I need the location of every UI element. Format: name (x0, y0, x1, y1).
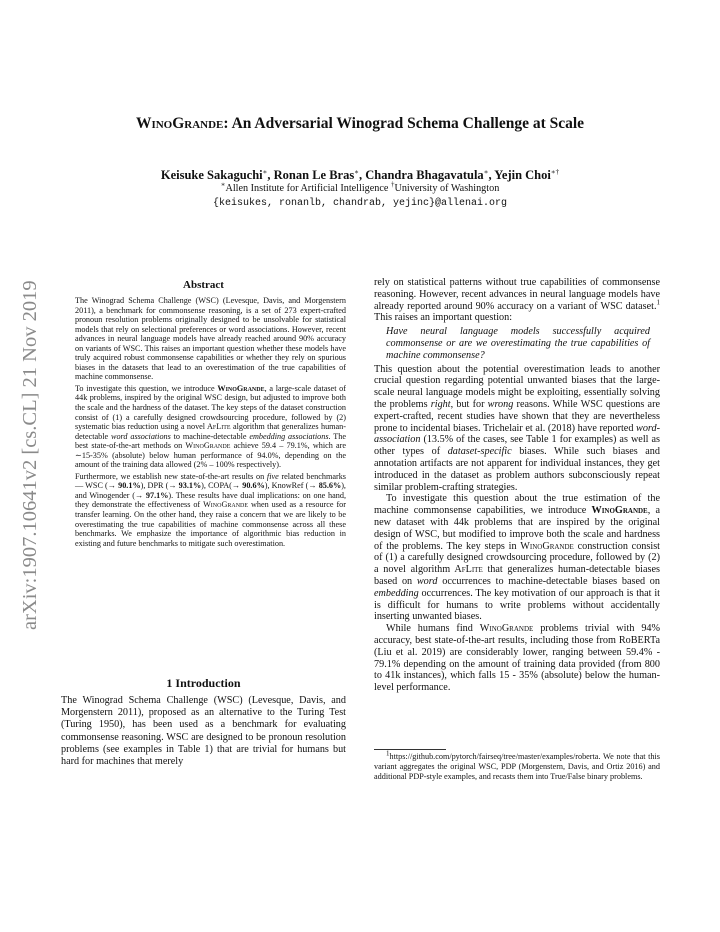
abstract-paragraph: The Winograd Schema Challenge (WSC) (Levesque, Davis, and Morgenstern 2011), a benchmark for commonsense reasoning, is a set of 273 expert-crafted pronoun resolution problems originally designed to be unsolvable for statistical models that rely on selectional preferences or word associations. However, recent advances in neural language models have already reached around 90% accuracy on variants of WSC. This raises an important question whether these models have truly acquired robust commonsense capabilities or whether they rely on spurious biases in the datasets that lead to an overestimation of the true capabilities of machine commonsense. (75, 296, 346, 382)
text-run: ), and Winogender (→ (75, 481, 346, 500)
affil-mark: ∗ (220, 180, 226, 189)
text-run: ), COPA(→ (201, 481, 243, 491)
text-run: This raises an important question: (374, 312, 513, 324)
footnote-rule (374, 749, 446, 750)
author-list (0, 168, 720, 183)
dataset-name: WinoGrande (591, 505, 648, 517)
author-name: Ronan Le Bras (273, 168, 355, 182)
abstract-paragraph (75, 384, 346, 470)
text-run: https://github.com/pytorch/fairseq/tree/master/examples/roberta. We note that this variant aggregates the original WSC, PDP (Morgenstern, Davis, and Ortiz 2016) and additional PDP-style examples, and recasts them into True/False binary problems. (374, 752, 660, 781)
text-run: biases. While such biases and annotation artifacts are not apparent for individual instances, they get introduced in the dataset as problem authors subconsciously repeat similar problem-crafting strategies. (374, 446, 660, 493)
title-rest: : An Adversarial Winograd Schema Challenge at Scale (223, 115, 585, 132)
text-run: occurrences to machine-detectable biases based on (437, 575, 660, 587)
text-run: This question about the potential overestimation leads to another crucial question regarding potential unwanted biases that the large-scale neural language models might be exploiting, essentially solving the problems (374, 363, 660, 410)
abstract-heading: Abstract (183, 279, 224, 291)
author-separator: , (488, 168, 495, 182)
dataset-name: WinoGrande (217, 383, 265, 393)
text-run: that generalizes human-detectable biases based on (374, 564, 660, 587)
text-run: ). These results have dual implications: on one hand, they demonstrate the effectiveness of (75, 490, 346, 510)
text-run: algorithm that generalizes human-detectable (75, 422, 346, 441)
author-separator: , (359, 168, 366, 182)
author-mark: ∗ (483, 167, 489, 176)
paper-title (0, 115, 720, 133)
introduction-body (61, 695, 346, 768)
author-name: Keisuke Sakaguchi (160, 168, 263, 182)
result-value: 97.1% (145, 490, 169, 500)
emphasis: right (430, 398, 451, 410)
footnote-mark: 1 (386, 749, 390, 758)
footnote-mark: 1 (656, 298, 660, 307)
emphasis: word (416, 575, 438, 587)
affil-org: Allen Institute for Artificial Intelligence (225, 183, 391, 194)
affil-mark: † (390, 180, 395, 189)
title-name: WinoGrande (135, 115, 224, 132)
author-mark: ∗ (354, 167, 359, 176)
text-run: rely on statistical patterns without true capabilities of commonsense reasoning. However, recent advances in neural language models have already reported around 90% accuracy on a variant of WSC dataset. (374, 277, 660, 312)
text-run: To investigate this question, we introduce (75, 383, 218, 393)
dataset-name: WinoGrande (479, 623, 534, 635)
intro-paragraph: The Winograd Schema Challenge (WSC) (Levesque, Davis, and Morgenstern 2011), proposed as an alternative to the Turing Test (Turing 1950), has been used as a benchmark for evaluating commonsense reasoning. WSC are designed to be pronoun resolution problems (see examples in Table 1) that are trivial for humans but hard for machines that merely (61, 695, 346, 768)
author-name: Chandra Bhagavatula (365, 168, 484, 182)
text-run: achieve 59.4 – 79.1%, which are ∼15-35% (absolute) below human performance of 94.0%, depending on the amount of the training data allowed (2% – 100% respectively). (75, 441, 347, 470)
arxiv-identifier: arXiv:1907.10641v2 [cs.CL] 21 Nov 2019 (19, 280, 41, 630)
text-run: While humans find (386, 623, 480, 635)
text-run: problems trivial with 94% accuracy, best state-of-the-art results, including those from RoBERTa (Liu et al. 2019) are considerably lower, ranging between 59.4% - 79.1% depending on the amount of training data provided (from 800 to 41k instances), which falls 15 - 35% (absolute) below the human-level performance. (374, 623, 661, 694)
text-run: ), DPR (→ (140, 481, 179, 491)
text-run: , a new dataset with 44k problems that are inspired by the original design of WSC, but modified to improve both the scale and hardness of the problems. The key steps in (374, 505, 660, 552)
right-column-body (374, 277, 660, 694)
text-run: . The best state-of-the-art methods on (75, 431, 346, 451)
text-run: occurrences. The key motivation of our approach is that it is difficult for humans to write problems without accidentally inserting unwanted biases. (374, 587, 660, 623)
algorithm-name: fLite (212, 422, 231, 432)
affiliations (0, 180, 720, 194)
body-paragraph (374, 364, 660, 494)
algorithm-name: fLite (461, 564, 483, 576)
result-value: 90.1% (118, 481, 141, 491)
emphasis: dataset-specific (447, 446, 512, 458)
author-mark: ∗† (550, 167, 560, 176)
body-paragraph (374, 277, 660, 324)
result-value: 85.6% (318, 481, 342, 491)
author-emails: {keisukes, ronanlb, chandrab, yejinc}@allenai.org (212, 198, 508, 209)
emphasis: embedding associations (249, 431, 329, 441)
footnote-text (374, 749, 660, 782)
footnote (374, 749, 660, 782)
section-heading-introduction: 1 Introduction (166, 676, 241, 690)
text-run: construction consist of (1) a carefully designed crowdsourcing procedure, followed by (2) a novel algorithm A (374, 540, 660, 576)
dataset-name: WinoGrande (203, 500, 249, 510)
emphasis: five (266, 471, 279, 481)
text-run: to machine-detectable (170, 431, 250, 441)
author-separator: , (267, 168, 274, 182)
text-run: reasons. While WSC questions are expert-crafted, recent studies have shown that they are nevertheless prone to incidental biases. Trichelair et al. (2018) have reported (374, 398, 660, 434)
result-value: 90.6% (242, 481, 265, 491)
text-run: when used as a resource for transfer learning. On the other hand, they raise a concern that we are likely to be overestimating the true capabilities of machine commonsense across all these benchmarks. We emphasize the importance of algorithmic bias reduction in existing and future benchmarks to mitigate such overestimation. (75, 500, 346, 548)
body-paragraph (374, 623, 660, 694)
text-run: Furthermore, we establish new state-of-the-art results on (75, 471, 267, 481)
text-run: , but for (450, 398, 488, 410)
author-mark: ∗ (262, 167, 268, 176)
text-run: (13.5% of the cases, see Table 1 for examples) as well as other types of (374, 434, 660, 458)
emphasis: embedding (374, 587, 419, 599)
affil-org: University of Washington (394, 183, 500, 194)
emphasis: word-association (374, 422, 660, 446)
author-name: Yejin Choi (494, 168, 551, 182)
abstract-paragraph (75, 472, 346, 548)
body-paragraph (374, 493, 660, 623)
text-run: To investigate this question about the true estimation of the machine commonsense capabilities, we introduce (374, 493, 660, 517)
emphasis: word associations (111, 431, 171, 441)
research-question: Have neural language models successfully acquired commonsense or are we overestimating the true capabilities of machine commonsense? (386, 326, 650, 361)
text-run: related benchmarks — WSC (→ (75, 471, 346, 491)
dataset-name: WinoGrande (520, 540, 574, 552)
emphasis: wrong (487, 398, 514, 410)
result-value: 93.1% (178, 481, 202, 491)
abstract-body (61, 296, 346, 550)
dataset-name: WinoGrande (185, 441, 231, 451)
text-run: ), KnowRef (→ (264, 481, 319, 491)
text-run: , a large-scale dataset of 44k problems, inspired by the original WSC design, but adjusted to improve both the scale and the hardness of the dataset. The key steps of the dataset construction consist of (1) a carefully designed crowdsourcing procedure, followed by (2) systematic bias reduction using a novel A (75, 383, 347, 432)
